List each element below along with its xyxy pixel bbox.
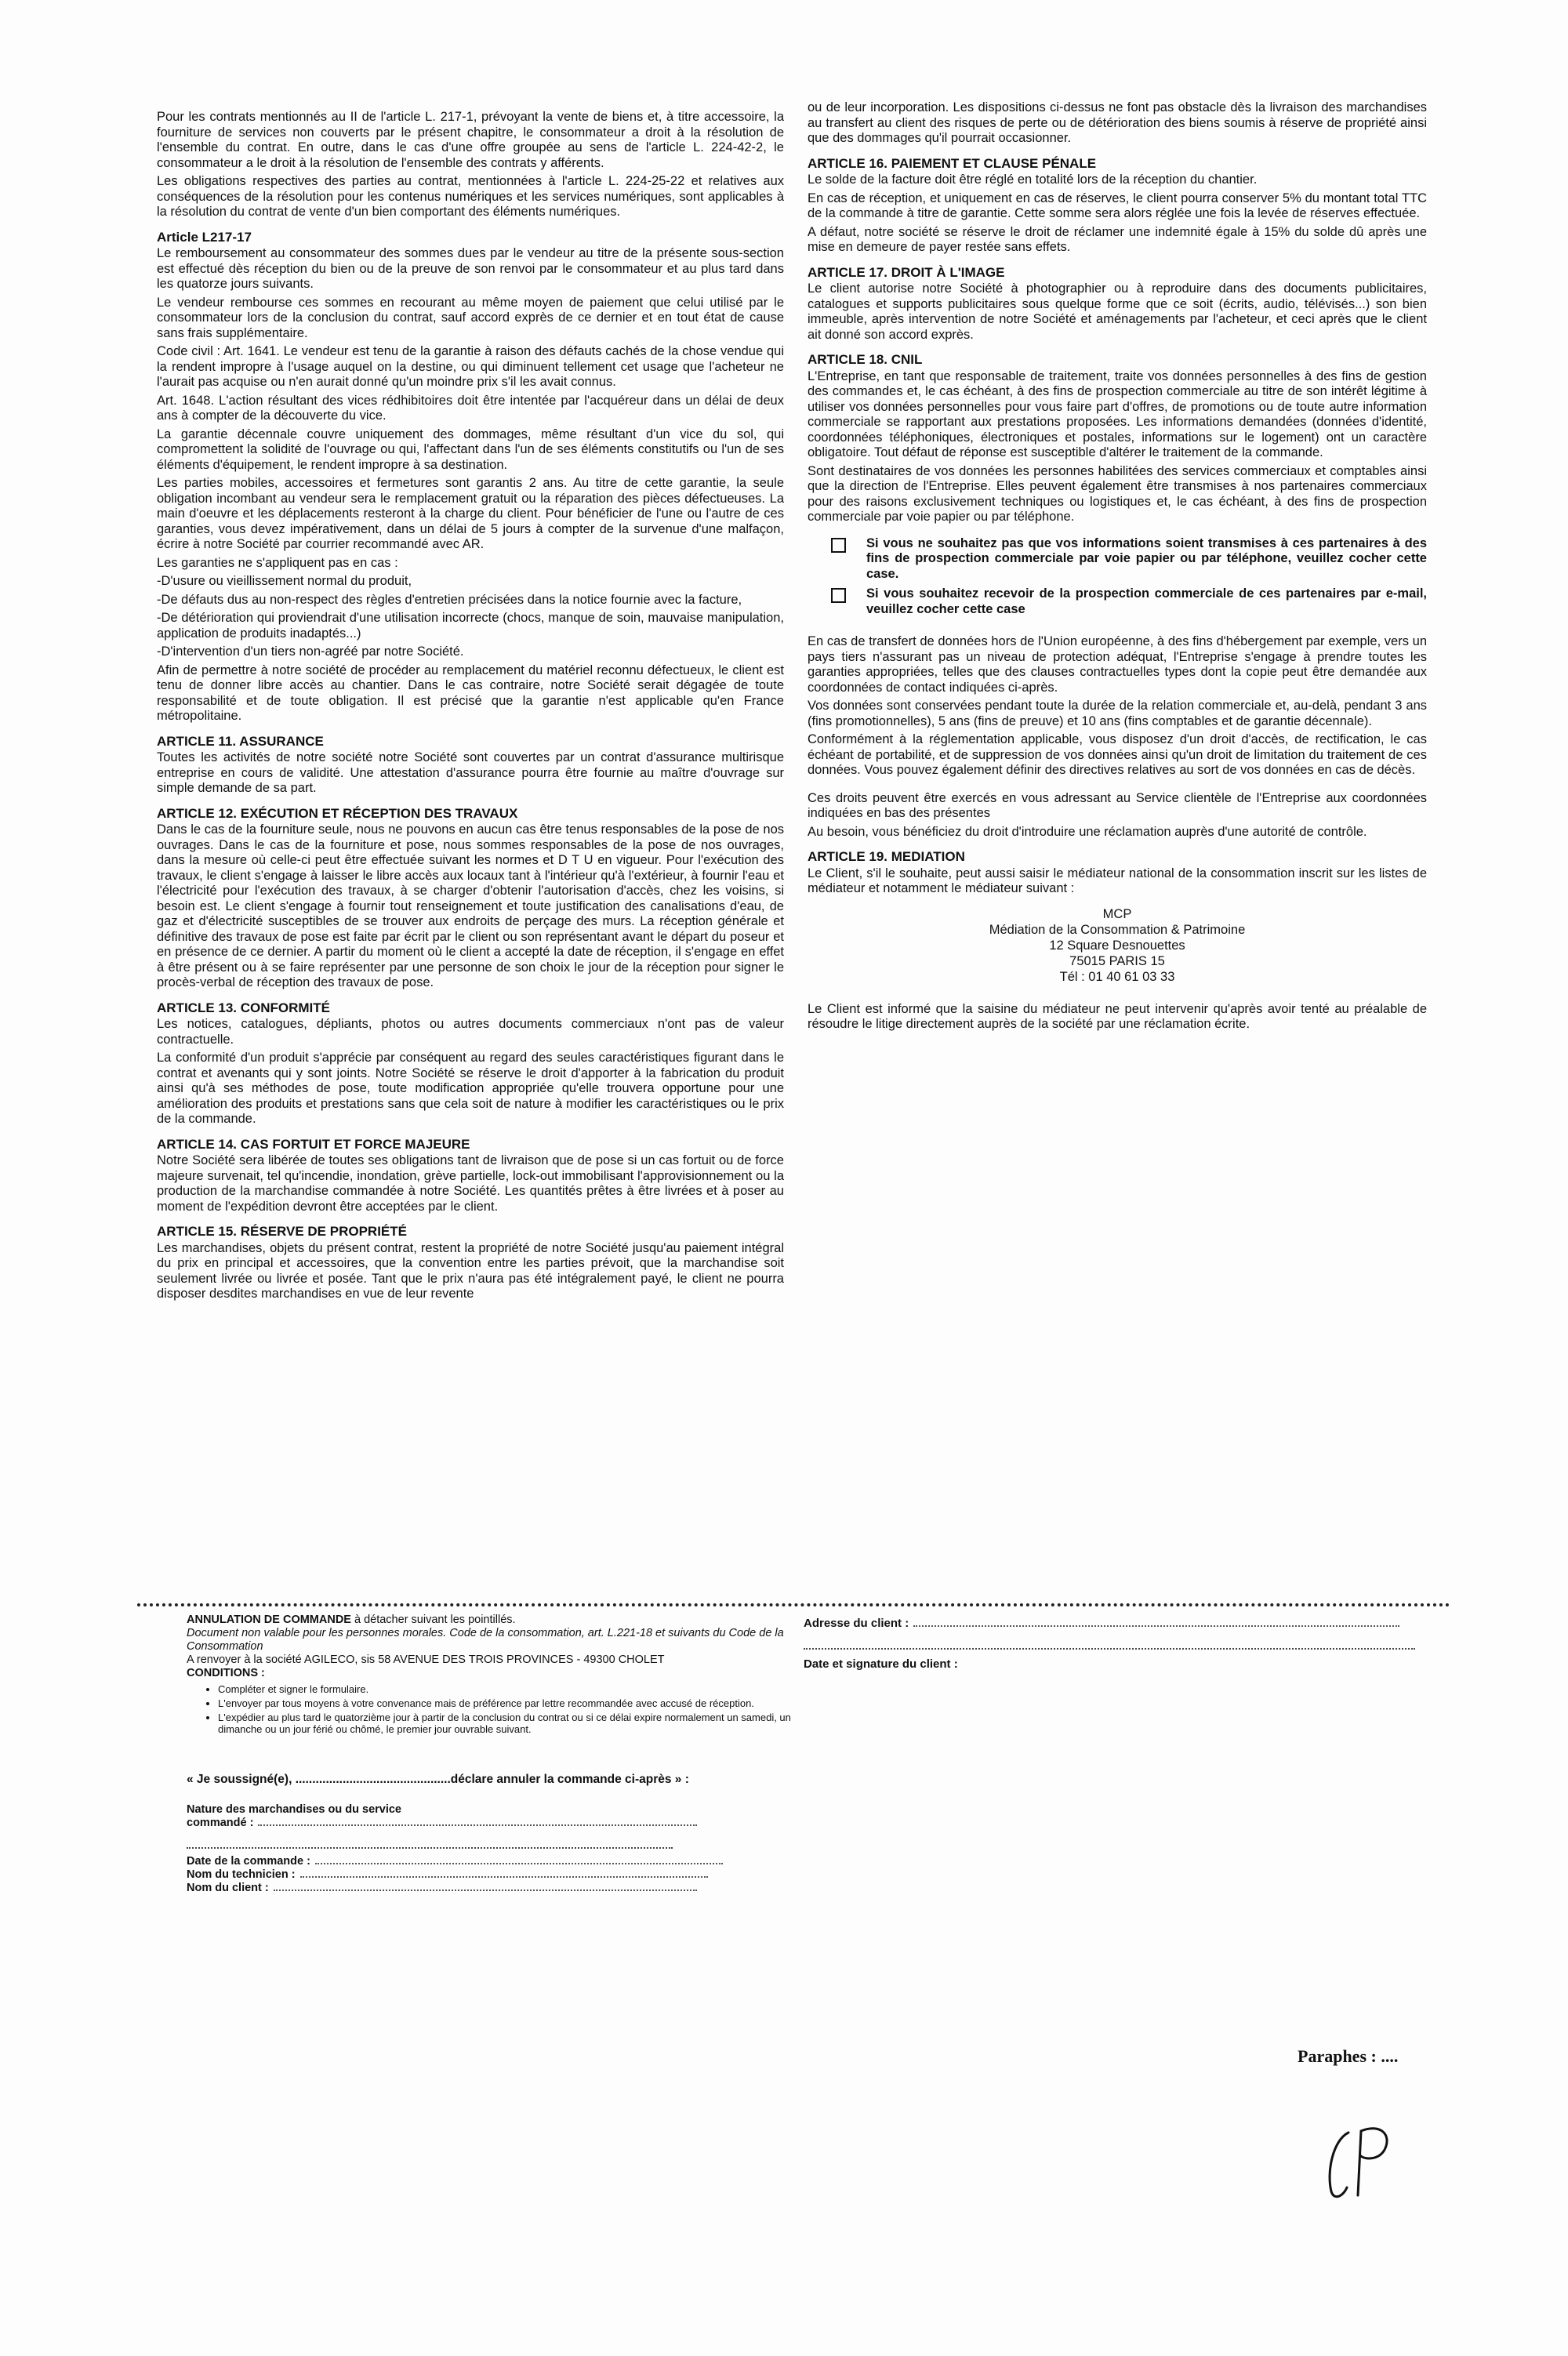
mediator-address	[808, 906, 1427, 985]
article-text: A défaut, notre société se réserve le droit de réclamer une indemnité égale à 15% du solde dû après une mise en demeure de payer restée sans effets.	[808, 224, 1427, 254]
article-text: L'Entreprise, en tant que responsable de traitement, traite vos données personnelles à des fins de gestion des commandes et, le cas échéant, à des fins de prospection commerciale au titre de son intérêt légitime à utiliser vos données personnelles pour vous faire part d'offres, de promotions ou de toute autre information commerciale se rapportant aux prestations proposées. Les informations demandées (données d'identité, coordonnées téléphoniques, électroniques et postales, informations sur le logement) ont un caractère obligatoire. Tout défaut de réponse est susceptible d'altérer le traitement de la commande.	[808, 368, 1427, 459]
article-text: Le remboursement au consommateur des sommes dues par le vendeur au titre de la présente sous-section est effectué dès réception du bien ou de la preuve de son renvoi par le consommateur et au plus tard dans les quatorze jours suivants.	[157, 246, 784, 291]
article-title: ARTICLE 15. RÉSERVE DE PROPRIÉTÉ	[157, 1224, 407, 1239]
ordered-goods-label: commandé :	[187, 1817, 254, 1829]
consent-checkbox-paper-phone[interactable]	[831, 538, 846, 553]
code-civil-text: -De défauts dus au non-respect des règles d'entretien précisées dans la notice fournie avec la facture,	[157, 592, 742, 607]
cancel-form-title: ANNULATION DE COMMANDE	[187, 1614, 351, 1626]
ordered-goods-line[interactable]	[258, 1824, 697, 1826]
date-signature-field[interactable]	[804, 1657, 1415, 1672]
consent-option-paper-phone	[831, 536, 1427, 583]
mediator-full-name: Médiation de la Consommation & Patrimoine	[989, 922, 1246, 937]
technician-field[interactable]	[187, 1868, 806, 1882]
client-name-field[interactable]	[187, 1882, 806, 1895]
initials-label: Paraphes : ....	[1298, 2046, 1399, 2066]
article-text: Au besoin, vous bénéficiez du droit d'introduire une réclamation auprès d'une autorité de contrôle.	[808, 824, 1367, 839]
dotted-line[interactable]	[804, 1632, 1415, 1650]
code-civil-text: -D'usure ou vieillissement normal du produit,	[157, 574, 412, 588]
client-details-form	[804, 1617, 1415, 1672]
code-civil-text: -De détérioration qui proviendrait d'une utilisation incorrecte (chocs, manque de soin, mauvaise manipulation, application de produits inadaptés...)	[157, 611, 784, 641]
conditions-list	[218, 1683, 806, 1735]
article-title: ARTICLE 17. DROIT À L'IMAGE	[808, 264, 1005, 280]
article-title: ARTICLE 12. EXÉCUTION ET RÉCEPTION DES TRAVAUX	[157, 805, 518, 821]
client-address-line[interactable]	[913, 1625, 1399, 1627]
consent-label: Si vous ne souhaitez pas que vos informations soient transmises à ces partenaires à des fins de prospection commerciale par voie papier ou par téléphone, veuillez cocher cette case.	[866, 535, 1427, 581]
right-column	[808, 100, 1427, 1036]
intro-paragraph: Pour les contrats mentionnés au II de l'article L. 217-1, prévoyant la vente de biens et, à titre accessoire, la fourniture de services non couverts par le présent chapitre, le consommateur a droit à la résolution de l'ensemble du contrat. En outre, dans le cas d'une offre groupée au sens de l'article L. 224-42-2, le consommateur a le droit à la résolution de l'ensemble des contrats y afférents.	[157, 110, 784, 170]
cut-line-divider	[137, 1603, 1450, 1606]
consent-option-email	[831, 586, 1427, 617]
mediator-phone: Tél : 01 40 61 03 33	[1059, 969, 1175, 984]
article-text: Le Client, s'il le souhaite, peut aussi saisir le médiateur national de la consommation inscrit sur les listes de médiateur et notamment le médiateur suivant :	[808, 866, 1427, 895]
date-signature-label: Date et signature du client :	[804, 1657, 958, 1671]
article-text: En cas de réception, et uniquement en cas de réserves, le client pourra conserver 5% du montant total TTC de la commande à titre de garantie. Cette somme sera alors réglée une fois la levée de réserves effectuée.	[808, 191, 1427, 220]
handwritten-initials	[1317, 2117, 1411, 2203]
article-text: Le client autorise notre Société à photographier ou à reproduire dans des documents publicitaires, catalogues et supports publicitaires sous quelque forme que ce soit (écrits, audio, télévisés...) son bien immeuble, après intervention de notre Société et aménagements par l'acheteur, et ceci après que le client ait donné son accord exprès.	[808, 281, 1427, 342]
nature-label: Nature des marchandises ou du service	[187, 1803, 401, 1816]
code-civil-text: La garantie décennale couvre uniquement des dommages, même résultant d'un vice du sol, qui compromettent la solidité de l'ouvrage ou qui, l'affectant dans l'un de ses éléments constitutifs ou l'un de ses éléments d'équipement, le rendent impropre à sa destination.	[157, 427, 784, 472]
article-text: Vos données sont conservées pendant toute la durée de la relation commerciale et, au-delà, pendant 3 ans (fins promotionnelles), 5 ans (fins de preuve) et 10 ans (fins comptables et de garantie décennale).	[808, 699, 1427, 728]
order-date-line[interactable]	[315, 1863, 723, 1864]
article-title: Article L217-17	[157, 229, 252, 245]
order-date-field[interactable]	[187, 1855, 806, 1868]
article-text: Le solde de la facture doit être réglé en totalité lors de la réception du chantier.	[808, 172, 1258, 187]
article-title: ARTICLE 19. MEDIATION	[808, 849, 965, 864]
consent-checkbox-email[interactable]	[831, 588, 846, 603]
article-text: Les notices, catalogues, dépliants, photos ou autres documents commerciaux n'ont pas de valeur contractuelle.	[157, 1017, 784, 1047]
article-title: ARTICLE 13. CONFORMITÉ	[157, 1000, 331, 1015]
client-name-label: Nom du client :	[187, 1882, 269, 1894]
article-text: Les marchandises, objets du présent contrat, restent la propriété de notre Société jusqu'au paiement intégral du prix en principal et accessoires, que la convention entre les parties prévoit, que la marchandise soit seulement livrée ou livrée et posée. Tant que le prix n'aura pas été intégralement payé, le client ne pourra disposer desdites marchandises en vue de leur revente	[157, 1240, 784, 1301]
code-civil-text: Code civil : Art. 1641. Le vendeur est tenu de la garantie à raison des défauts cachés de la chose vendue qui la rendent impropre à l'usage auquel on la destine, ou qui diminuent tellement cet usage que l'acheteur ne l'aurait pas acquise ou n'en aurait donné qu'un moindre prix s'il les avait connus.	[157, 344, 784, 389]
conditions-label: CONDITIONS :	[187, 1667, 265, 1679]
cancel-form-note: Document non valable pour les personnes morales. Code de la consommation, art. L.221-18 et suivants du Code de la Consommation	[187, 1627, 784, 1653]
article-text: Le vendeur rembourse ces sommes en recourant au même moyen de paiement que celui utilisé par le consommateur lors de la conclusion du contrat, sauf accord exprès de ce dernier et en tout état de cause sans frais supplémentaire.	[157, 295, 784, 340]
article-text: Toutes les activités de notre société notre Société sont couvertes par un contrat d'assurance multirisque entreprise en cours de validité. Une attestation d'assurance pourra être fournie au maître d'ouvrage sur simple demande de sa part.	[157, 750, 784, 795]
code-civil-text: Les parties mobiles, accessoires et fermetures sont garantis 2 ans. Au titre de cette garantie, la seule obligation incombant au vendeur sera le remplacement gratuit ou la réparation des pièces défectueuses. La main d'oeuvre et les déplacements resteront à la charge du client. Pour bénéficier de l'une ou l'autre de ces garanties, vous devez impérativement, dans un délai de 5 jours à compter de la survenue d'une malfaçon, écrire à notre Société par courrier recommandé avec AR.	[157, 476, 784, 551]
article-text: ou de leur incorporation. Les dispositions ci-dessus ne font pas obstacle dès la livraison des marchandises au transfert au client des risques de perte ou de détérioration des biens soumis à réserve de propriété ainsi que des dommages qu'il pourrait occasionner.	[808, 100, 1427, 145]
article-title: ARTICLE 14. CAS FORTUIT ET FORCE MAJEURE	[157, 1136, 470, 1152]
technician-label: Nom du technicien :	[187, 1868, 296, 1881]
consent-label: Si vous souhaitez recevoir de la prospection commerciale de ces partenaires par e-mail, veuillez cocher cette case	[866, 586, 1427, 616]
article-text: Dans le cas de la fourniture seule, nous ne pouvons en aucun cas être tenus responsables de la pose de nos ouvrages. Dans le cas de la fourniture et pose, nous sommes responsables de la pose de nos ouvrages, dans la mesure où celle-ci peut être effectuée suivant les normes et D T U en vigueur. Pour l'exécution des travaux, le client s'engage à laisser le libre accès aux locaux tant à l'intérieur qu'à l'extérieur, à fournir l'eau et l'électricité pour l'exécution des travaux, à se charger d'obtenir l'autorisation d'accès, chez les voisins, si besoin est. Le client s'engage à fournir tout renseignement et toute justification des canalisations d'eau, de gaz et d'électricité susceptibles de se trouver aux endroits de perçage des murs. La réception générale et définitive des travaux de pose est faite par écrit par le client ou son représentant avant le départ du poseur et en présence de ce dernier. A partir du moment où le client a accepté la date de réception, il s'engage en effet à être présent ou à se faire représenter par une personne de son choix le jour de la réception pour signer le procès-verbal de réception des travaux de pose.	[157, 822, 784, 989]
article-text: La conformité d'un produit s'apprécie par conséquent au regard des seules caractéristiques figurant dans le contrat et avenants qui y sont joints. Notre Société se réserve le droit d'apporter à la fabrication du produit ainsi qu'à ses méthodes de pose, toute modification appropriée qu'elle trouvera opportune pour une amélioration des produits et prestations sans que cela soit de nature à modifier les caractéristiques ou le prix de la commande.	[157, 1051, 784, 1126]
consent-checkboxes	[831, 536, 1427, 618]
client-name-line[interactable]	[274, 1890, 697, 1891]
article-title: ARTICLE 11. ASSURANCE	[157, 733, 324, 749]
mediator-city: 75015 PARIS 15	[1069, 953, 1165, 968]
cancel-declaration: « Je soussigné(e), ..............................................déclare annuler la commande ci-après » :	[187, 1773, 689, 1786]
article-title: ARTICLE 16. PAIEMENT ET CLAUSE PÉNALE	[808, 155, 1097, 171]
client-address-field[interactable]	[804, 1617, 1415, 1631]
cancel-form-address: A renvoyer à la société AGILECO, sis 58 AVENUE DES TROIS PROVINCES - 49300 CHOLET	[187, 1654, 665, 1666]
code-civil-text: Afin de permettre à notre société de procéder au remplacement du matériel reconnu défectueux, le client est tenu de donner libre accès au chantier. Dans le cas contraire, notre Société serait dégagée de toute responsabilité et de toute obligation. Il est précisé que la garantie n'est applicable qu'en France métropolitaine.	[157, 663, 784, 723]
mediator-street: 12 Square Desnouettes	[1049, 938, 1185, 953]
client-address-label: Adresse du client :	[804, 1617, 909, 1630]
cancellation-form	[187, 1614, 806, 1895]
cancel-form-title-suffix: à détacher suivant les pointillés.	[350, 1614, 516, 1626]
article-text: Notre Société sera libérée de toutes ses obligations tant de livraison que de pose si un cas fortuit ou de force majeure survenait, tel qu'incendie, inondation, grève partielle, lock-out immobilisant l'approvisionnement ou la production de la marchandise commandée à notre Société. Les quantités prêtes à être livrées et à poser au moment de l'expédition devront être acceptées par le client.	[157, 1153, 784, 1214]
article-text: En cas de transfert de données hors de l'Union européenne, à des fins d'hébergement par exemple, vers un pays tiers n'assurant pas un niveau de protection adéquat, l'Entreprise s'engage à prendre toutes les garanties appropriées, telles que des clauses contractuelles types dont la copie peut être demandée aux coordonnées de contact indiquées ci-après.	[808, 634, 1427, 695]
code-civil-text: Les garanties ne s'appliquent pas en cas :	[157, 555, 398, 570]
condition-item: • L'expédier au plus tard le quatorzième jour à partir de la conclusion du contrat ou si ce délai expire normalement un samedi, un dimanche ou un jour férié ou chômé, le premier jour ouvrable suivant.	[218, 1712, 806, 1735]
mediator-name: MCP	[1102, 906, 1132, 921]
dotted-line[interactable]	[187, 1831, 673, 1849]
code-civil-text: Art. 1648. L'action résultant des vices rédhibitoires doit être intentée par l'acquéreur dans un délai de deux ans à compter de la découverte du vice.	[157, 393, 784, 423]
technician-line[interactable]	[300, 1876, 708, 1878]
condition-item: • Compléter et signer le formulaire.	[218, 1683, 806, 1695]
article-text: Le Client est informé que la saisine du médiateur ne peut intervenir qu'après avoir tenté au préalable de résoudre le litige directement auprès de la société par une réclamation écrite.	[808, 1001, 1427, 1031]
left-column	[157, 110, 784, 1305]
article-title: ARTICLE 18. CNIL	[808, 352, 923, 367]
condition-item: • L'envoyer par tous moyens à votre convenance mais de préférence par lettre recommandée avec accusé de réception.	[218, 1697, 806, 1709]
ordered-goods-field[interactable]	[187, 1817, 806, 1830]
intro-paragraph: Les obligations respectives des parties au contrat, mentionnées à l'article L. 224-25-22 et relatives aux conséquences de la résolution pour les contenus numériques et les services numériques, sont applicables à la résolution du contrat de vente d'un bien comportant des éléments numériques.	[157, 174, 784, 219]
article-text: Ces droits peuvent être exercés en vous adressant au Service clientèle de l'Entreprise aux coordonnées indiquées en bas des présentes	[808, 790, 1427, 820]
order-date-label: Date de la commande :	[187, 1855, 310, 1868]
code-civil-text: -D'intervention d'un tiers non-agréé par notre Société.	[157, 644, 464, 659]
article-text: Sont destinataires de vos données les personnes habilitées des services commerciaux et comptables ainsi que la direction de l'Entreprise. Elles peuvent également être transmises à nos partenaires commerciaux pour des raisons exclusivement techniques ou logistiques et, le cas échéant, à des fins de prospection commerciale par voie papier ou par téléphone.	[808, 463, 1427, 524]
article-text: Conformément à la réglementation applicable, vous disposez d'un droit d'accès, de rectification, le cas échéant de portabilité, et de suppression de vos données ainsi qu'un droit de limitation du traitement de ces données. Vous pouvez également définir des directives relatives au sort de vos données en cas de décès.	[808, 732, 1427, 777]
